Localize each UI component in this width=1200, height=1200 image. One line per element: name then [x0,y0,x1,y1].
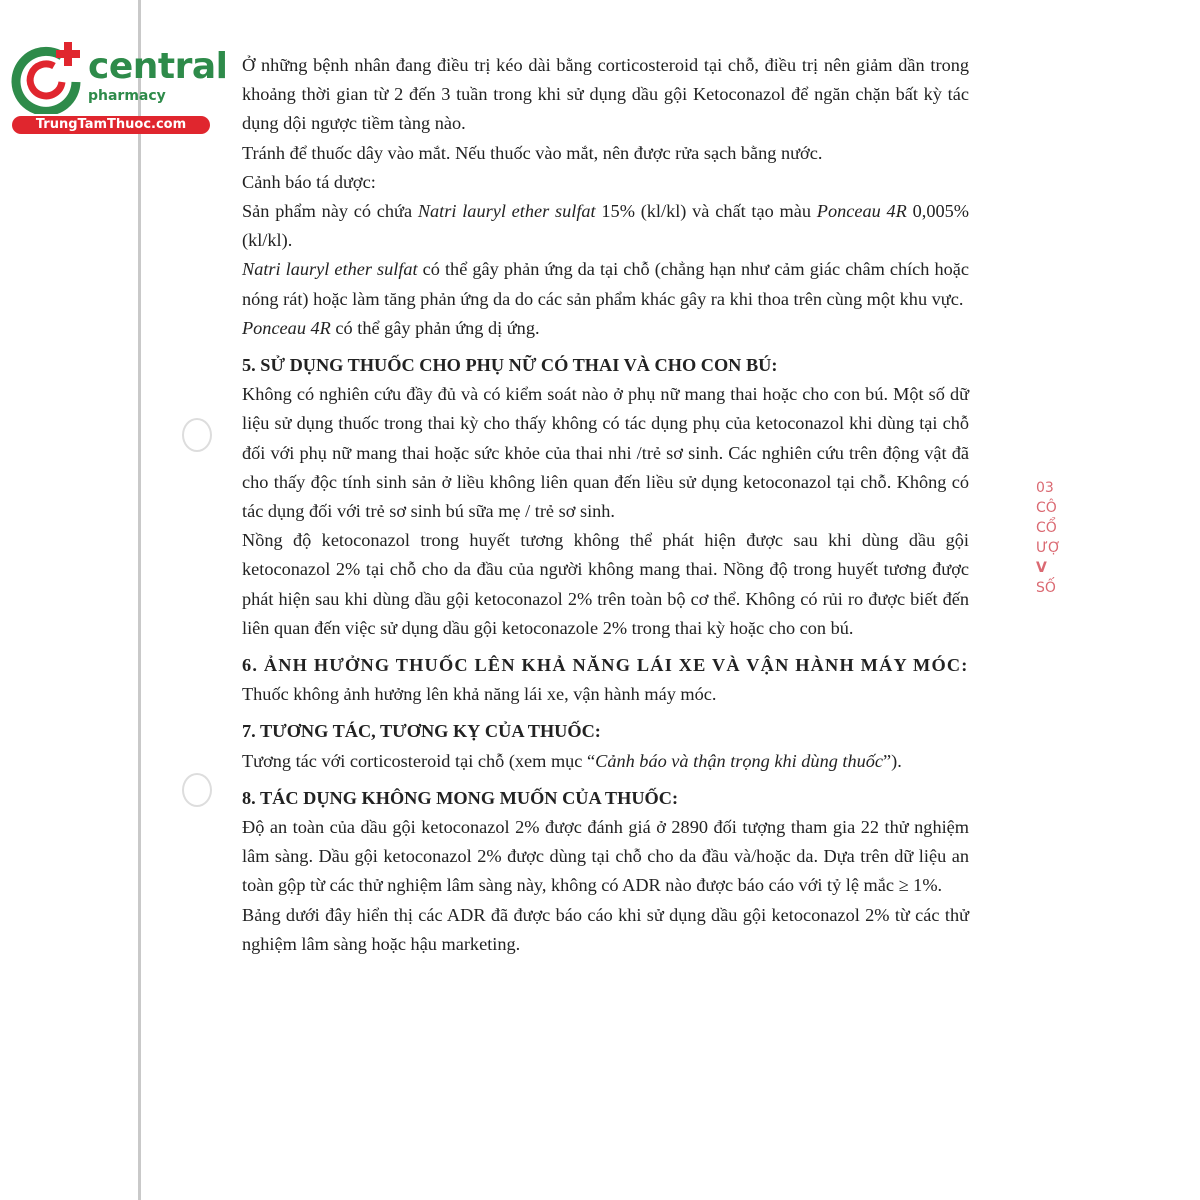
italic-reference: Cảnh báo và thận trọng khi dùng thuốc [595,750,884,771]
punch-hole [182,418,212,452]
red-stamp [1036,478,1066,598]
italic-term: Ponceau 4R [816,201,907,222]
logo-website: TrungTamThuoc.com [12,116,210,134]
section-heading-7: 7. TƯƠNG TÁC, TƯƠNG KỴ CỦA THUỐC: [242,721,601,742]
paragraph: Không có nghiên cứu đầy đủ và có kiểm soát nào ở phụ nữ mang thai hoặc cho con bú. Một số dữ liệu sử dụng thuốc trong thai kỳ cho thấy không có tác dụng phụ của ketoconazol khi dùng tại chỗ đối với phụ nữ mang thai hoặc sức khỏe của thai nhi /trẻ sơ sinh. Các nghiên cứu trên động vật đã cho thấy độc tính sinh sản ở liều không liên quan đến liều sử dụng ketoconazol tại chỗ. Không có tác dụng đối với trẻ sơ sinh bú sữa mẹ / trẻ sơ sinh. [242,384,969,522]
stamp-text: ƯỢ [1036,540,1061,556]
punch-hole [182,773,212,807]
document-body [242,51,969,959]
logo-mark-icon [10,38,86,114]
text: có thể gây phản ứng dị ứng. [330,317,540,338]
paragraph: Ở những bệnh nhân đang điều trị kéo dài bằng corticosteroid tại chỗ, điều trị nên giảm dần trong khoảng thời gian từ 2 đến 3 tuần trong khi sử dụng dầu gội Ketoconazol để ngăn chặn bất kỳ tác dụng dội ngược tiềm tàng nào. [242,55,969,134]
italic-term: Natri lauryl ether sulfat [417,201,596,222]
stamp-text: 03 [1036,480,1054,496]
text: 0,005% (kl/kl). [242,201,969,251]
paragraph [242,255,969,313]
text: có thể gây phản ứng da tại chỗ (chẳng hạn như cảm giác châm chích hoặc nóng rát) hoặc làm tăng phản ứng da do các sản phẩm khác gây ra khi thoa trên cùng một khu vực. [242,259,969,309]
section-heading-6: 6. ẢNH HƯỞNG THUỐC LÊN KHẢ NĂNG LÁI XE VÀ VẬN HÀNH MÁY MÓC: [242,655,969,676]
paragraph [242,314,969,343]
paragraph: Nồng độ ketoconazol trong huyết tương không thể phát hiện được sau khi dùng dầu gội ketoconazol 2% tại chỗ cho da đầu của người không mang thai. Nồng độ trong huyết tương được phát hiện sau khi dùng dầu gội ketoconazol 2% trên toàn bộ cơ thể. Không có rủi ro được biết đến liên quan đến việc sử dụng dầu gội ketoconazole 2% trong thai kỳ hoặc cho con bú. [242,530,969,638]
text: ”). [883,750,902,771]
logo-sub: pharmacy [88,88,166,104]
paragraph: Bảng dưới đây hiển thị các ADR đã được báo cáo khi sử dụng dầu gội ketoconazol 2% từ các thử nghiệm lâm sàng hoặc hậu marketing. [242,904,969,954]
paragraph: Tránh để thuốc dây vào mắt. Nếu thuốc vào mắt, nên được rửa sạch bằng nước. [242,142,823,163]
paragraph [242,747,969,776]
text: Sản phẩm này có chứa [242,201,418,222]
text: Tương tác với corticosteroid tại chỗ (xem mục “ [242,750,596,771]
stamp-text: CÔ [1036,500,1057,516]
stamp-text: SỐ [1036,580,1056,596]
central-pharmacy-logo [10,38,228,138]
text: 15% (kl/kl) và chất tạo màu [595,201,817,222]
italic-term: Natri lauryl ether sulfat [242,259,418,280]
paragraph: Cảnh báo tá dược: [242,171,376,192]
section-heading-8: 8. TÁC DỤNG KHÔNG MONG MUỐN CỦA THUỐC: [242,787,679,808]
paragraph: Thuốc không ảnh hưởng lên khả năng lái xe, vận hành máy móc. [242,684,717,705]
paragraph [242,197,969,255]
paragraph: Độ an toàn của dầu gội ketoconazol 2% được đánh giá ở 2890 đối tượng tham gia 22 thử nghiệm lâm sàng. Dầu gội ketoconazol 2% được dùng tại chỗ cho da đầu và/hoặc da. Dựa trên dữ liệu an toàn gộp từ các thử nghiệm lâm sàng này, không có ADR nào được báo cáo với tỷ lệ mắc ≥ 1%. [242,817,969,896]
stamp-text: V [1036,560,1047,576]
logo-name: central [88,46,228,87]
section-heading-5: 5. SỬ DỤNG THUỐC CHO PHỤ NỮ CÓ THAI VÀ CHO CON BÚ: [242,355,778,376]
page-fold-line [138,0,141,1200]
stamp-text: CỔ [1036,520,1057,536]
italic-term: Ponceau 4R [242,317,331,338]
